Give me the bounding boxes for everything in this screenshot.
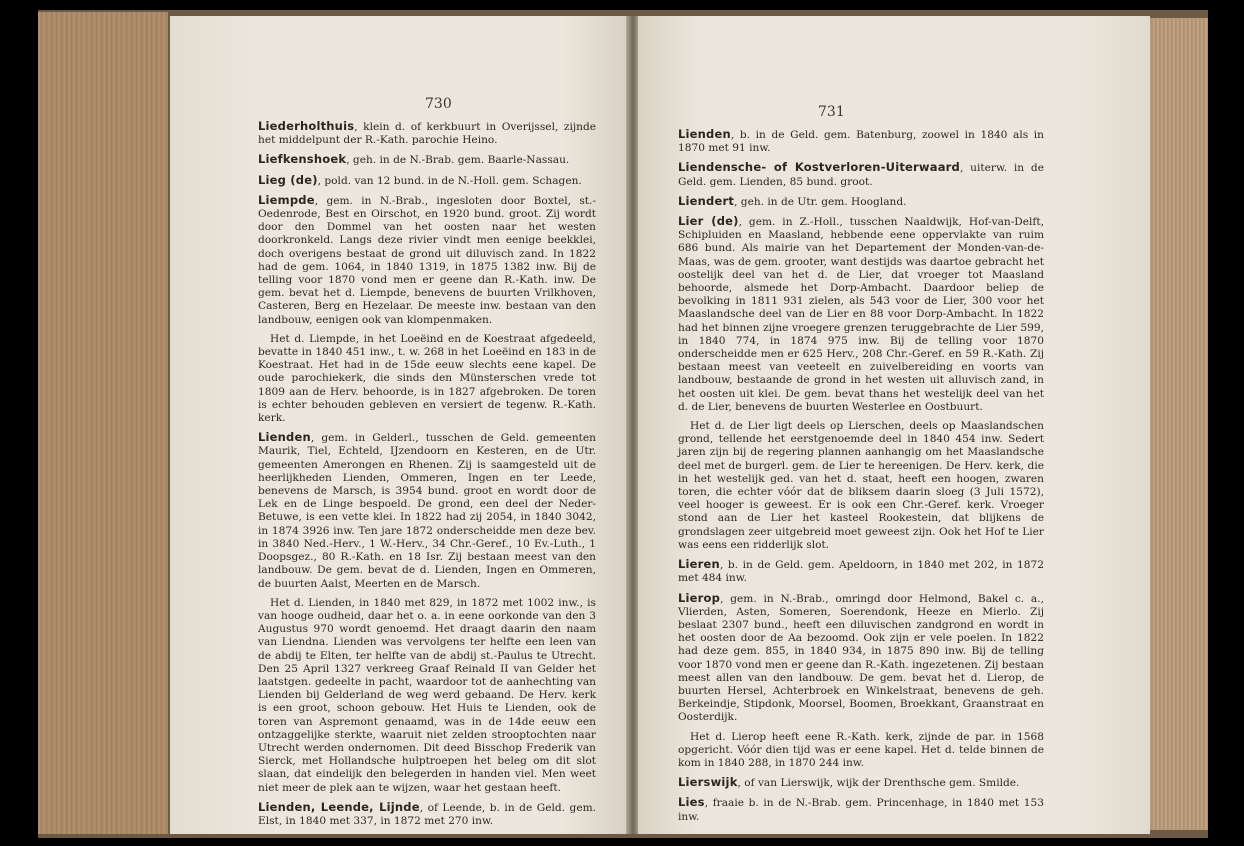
entry-headword: Lieg (de) (258, 172, 318, 187)
entry-text: , klein d. of kerkbuurt in Overijssel, zijnde het middelpunt der R.-Kath. parochie Heino. (258, 121, 596, 147)
entry-headword: Lierop (678, 590, 721, 605)
entry-headword: Lier (de) (678, 214, 739, 229)
dictionary-entry (678, 420, 1044, 552)
page-number-right: 731 (818, 104, 845, 120)
left-text-column (258, 120, 596, 834)
dictionary-entry (678, 215, 1044, 414)
dictionary-entry (678, 128, 1044, 155)
left-page (170, 16, 628, 834)
entry-headword: Liefkenshoek (258, 152, 347, 167)
page-number-left: 730 (425, 96, 452, 112)
entry-text: , of van Lierswijk, wijk der Drenthsche gem. Smilde. (737, 777, 1020, 790)
entry-headword: Liempde (258, 192, 315, 207)
dictionary-entry (678, 776, 1044, 790)
entry-text: , geh. in de N.-Brab. gem. Baarle-Nassau. (346, 154, 570, 167)
entry-headword: Lienden (258, 430, 311, 445)
dictionary-entry (678, 195, 1044, 209)
page-edges-left (38, 12, 168, 834)
dictionary-entry (678, 161, 1044, 188)
entry-text: , gem. in Gelderl., tusschen de Geld. gemeenten Maurik, Tiel, Echteld, IJzendoorn en Kesteren, en de Utr. gemeenten Amerongen en Rhenen. Zij is saamgesteld uit de heerlijkheden Lienden, Ommeren, Ingen en ter Leede, benevens de Marsch, is 3954 bund. groot en wordt door de Lek en de Linge bespoeld. De grond, een deel der Neder-Betuwe, is een vette klei. In 1822 had zij 2054, in 1840 3042, in 1874 3926 inw. Ten jare 1872 onderscheidde men deze bev. in 3840 Ned.-Herv., 1 W.-Herv., 34 Chr.-Geref., 10 Ev.-Luth., 1 Doopsgez., 80 R.-Kath. en 18 Isr. Zij bestaan meest van den landbouw. De gem. bevat de d. Lienden, Ingen en Ommeren, de buurten Aalst, Meerten en de Marsch. (258, 432, 596, 590)
dictionary-entry (258, 153, 596, 167)
entry-headword: Liendensche- of Kostverloren-Uiterwaard (678, 160, 960, 175)
entry-text: , of Leende, b. in de Geld. gem. Elst, in 1840 met 337, in 1872 met 270 inw. (258, 801, 596, 827)
dictionary-entry (678, 592, 1044, 725)
entry-headword: Lienden (678, 127, 731, 141)
right-page (638, 16, 1150, 834)
dictionary-entry (258, 120, 596, 147)
entry-headword: Liederholthuis (258, 119, 355, 133)
dictionary-entry (258, 801, 596, 828)
dictionary-entry (258, 431, 596, 590)
entry-text: , b. in de Geld. gem. Batenburg, zoowel in 1840 als in 1870 met 91 inw. (678, 129, 1044, 155)
entry-headword: Lierswijk (678, 775, 738, 790)
dictionary-entry (258, 597, 596, 795)
entry-headword: Lienden, Leende, Lijnde (258, 799, 420, 814)
entry-headword: Lies (678, 795, 705, 810)
entry-text: , uiterw. in de Geld. gem. Lienden, 85 bund. groot. (678, 162, 1044, 188)
right-text-column (678, 128, 1044, 830)
dictionary-entry (678, 731, 1044, 771)
entry-text: Het d. de Lier ligt deels op Lierschen, deels op Maaslandschen grond, tellende het eerstgenoemde deel in 1840 454 inw. Sedert jaren zijn bij de regering plannen aanhangig om het Maaslandsche deel met de burgerl. gem. de Lier te hereenigen. De Herv. kerk, die in het westelijk ged. van het d. staat, heeft een hoogen, zwaren toren, die echter vóór dat de bliksem daarin sloeg (3 Juli 1572), veel hooger is geweest. Er is ook een Chr.-Geref. kerk. Vroeger stond aan de Lier het kasteel Rookestein, dat blijkens de grondslagen zeer uitgebreid moet geweest zijn. Ook het Hof te Lier was eens een ridderlijk slot. (678, 420, 1044, 551)
entry-text: , geh. in de Utr. gem. Hoogland. (734, 195, 907, 208)
entry-text: , gem. in N.-Brab., omringd door Helmond, Bakel c. a., Vlierden, Asten, Someren, Soerendonk, Heeze en Mierlo. Zij beslaat 2307 bund., heeft een diluvischen zandgrond en wordt in het oosten door de Aa bezoomd. Ook zijn er vele poelen. In 1822 had deze gem. 855, in 1840 934, in 1875 890 inw. Bij de telling voor 1870 vond men er geene dan R.-Kath. ingezetenen. Zij bestaan meest allen van den landbouw. De gem. bevat het d. Lierop, de buurten Hersel, Achterbroek en Winkelstraat, benevens de geh. Berkeindje, Stipdonk, Moorsel, Boomen, Broekkant, Graanstraat en Oosterdijk. (678, 592, 1044, 724)
dictionary-entry (258, 333, 596, 425)
entry-text: Het d. Lierop heeft eene R.-Kath. kerk, zijnde de par. in 1568 opgericht. Vóór dien tijd was er eene kapel. Het d. telde binnen de kom in 1840 288, in 1870 244 inw. (678, 730, 1044, 769)
entry-text: Het d. Liempde, in het Loeëind en de Koestraat afgedeeld, bevatte in 1840 451 inw., t. w. 268 in het Loeëind en 183 in de Koestraat. Het had in de 15de eeuw slechts eene kapel. De oude parochiekerk, die sinds den Münsterschen vrede tot 1809 aan de Herv. behoorde, is in 1827 afgebroken. De toren is echter behouden gebleven en versiert de tegenw. R.-Kath. kerk. (258, 332, 596, 425)
dictionary-entry (678, 558, 1044, 585)
entry-headword: Liendert (678, 193, 735, 208)
entry-text: , gem. in Z.-Holl., tusschen Naaldwijk, Hof-van-Delft, Schipluiden en Maasland, hebbende eene oppervlakte van ruim 686 bund. Als mairie van het Departement der Monden-van-de-Maas, was de gem. grooter, want destijds was daartoe gebracht het oostelijk deel van het d. de Lier, dat vroeger tot Maasland behoorde, alsmede het Dorp-Ambacht. Daardoor beliep de bevolking in 1811 931 zielen, als 543 voor de Lier, 300 voor het Maaslandsche deel van de Lier en 88 voor Dorp-Ambacht. In 1822 had het binnen zijne vroegere grenzen teruggebrachte de Lier 599, in 1840 774, in 1874 975 inw. Bij de telling voor 1870 onderscheidde men er 625 Herv., 208 Chr.-Geref. en 59 R.-Kath. Zij bestaan meest van veeteelt en zuivelbereiding en voorts van landbouw, bestaande de grond in het westen uit alluvisch zand, in het oosten uit klei. De gem. bevat thans het westelijk deel van het d. de Lier, benevens de buurten Westerlee en Oostbuurt. (678, 216, 1044, 413)
dictionary-entry (258, 174, 596, 188)
dictionary-entry (258, 194, 596, 327)
entry-text: , pold. van 12 bund. in de N.-Holl. gem. Schagen. (317, 174, 582, 187)
dictionary-entry (678, 796, 1044, 823)
entry-text: Het d. Lienden, in 1840 met 829, in 1872 met 1002 inw., is van hooge oudheid, daar het o. a. in eene oorkonde van den 3 Augustus 970 wordt genoemd. Het draagt daarin den naam van Liendna. Lienden was vervolgens ter helfte een leen van de abdij te Elten, ter helfte van de abdij st.-Paulus te Utrecht. Den 25 April 1327 verkreeg Graaf Reinald II van Gelder het laatstgen. gedeelte in pacht, waardoor tot de aanhechting van Lienden bij Gelderland de weg werd gebaand. De Herv. kerk is een groot, schoon gebouw. Het Huis te Lienden, ook de toren van Aspremont genaamd, was in de 14de eeuw een ontzaggelijke sterkte, waaruit niet zelden strooptochten naar Utrecht werden ondernomen. Dit deed Bisschop Frederik van Sierck, met Hollandsche hulptroepen het beleg om dit slot slaan, dat eindelijk den belegerden in handen viel. Men weet niet meer de plek aan te wijzen, waar het gestaan heeft. (258, 596, 596, 794)
entry-text: , gem. in N.-Brab., ingesloten door Boxtel, st.-Oedenrode, Best en Oirschot, en 1920 bund. groot. Zij wordt door den Dommel van het oosten naar het westen doorkronkeld. Langs deze rivier vindt men eenige beekklei, doch overigens bestaat de grond uit diluvisch zand. In 1822 had de gem. 1064, in 1840 1319, in 1875 1382 inw. Bij de telling voor 1870 vond men er geene dan R.-Kath. inw. De gem. bevat het d. Liempde, benevens de buurten Vrilkhoven, Casteren, Berg en Hezelaar. De meeste inw. bestaan van den landbouw, eenigen ook van klompenmaken. (258, 194, 596, 326)
entry-headword: Lieren (678, 557, 720, 572)
entry-text: , fraaie b. in de N.-Brab. gem. Princenhage, in 1840 met 153 inw. (678, 797, 1044, 823)
page-edges-right (1150, 18, 1208, 830)
entry-text: , b. in de Geld. gem. Apeldoorn, in 1840 met 202, in 1872 met 484 inw. (678, 559, 1044, 585)
